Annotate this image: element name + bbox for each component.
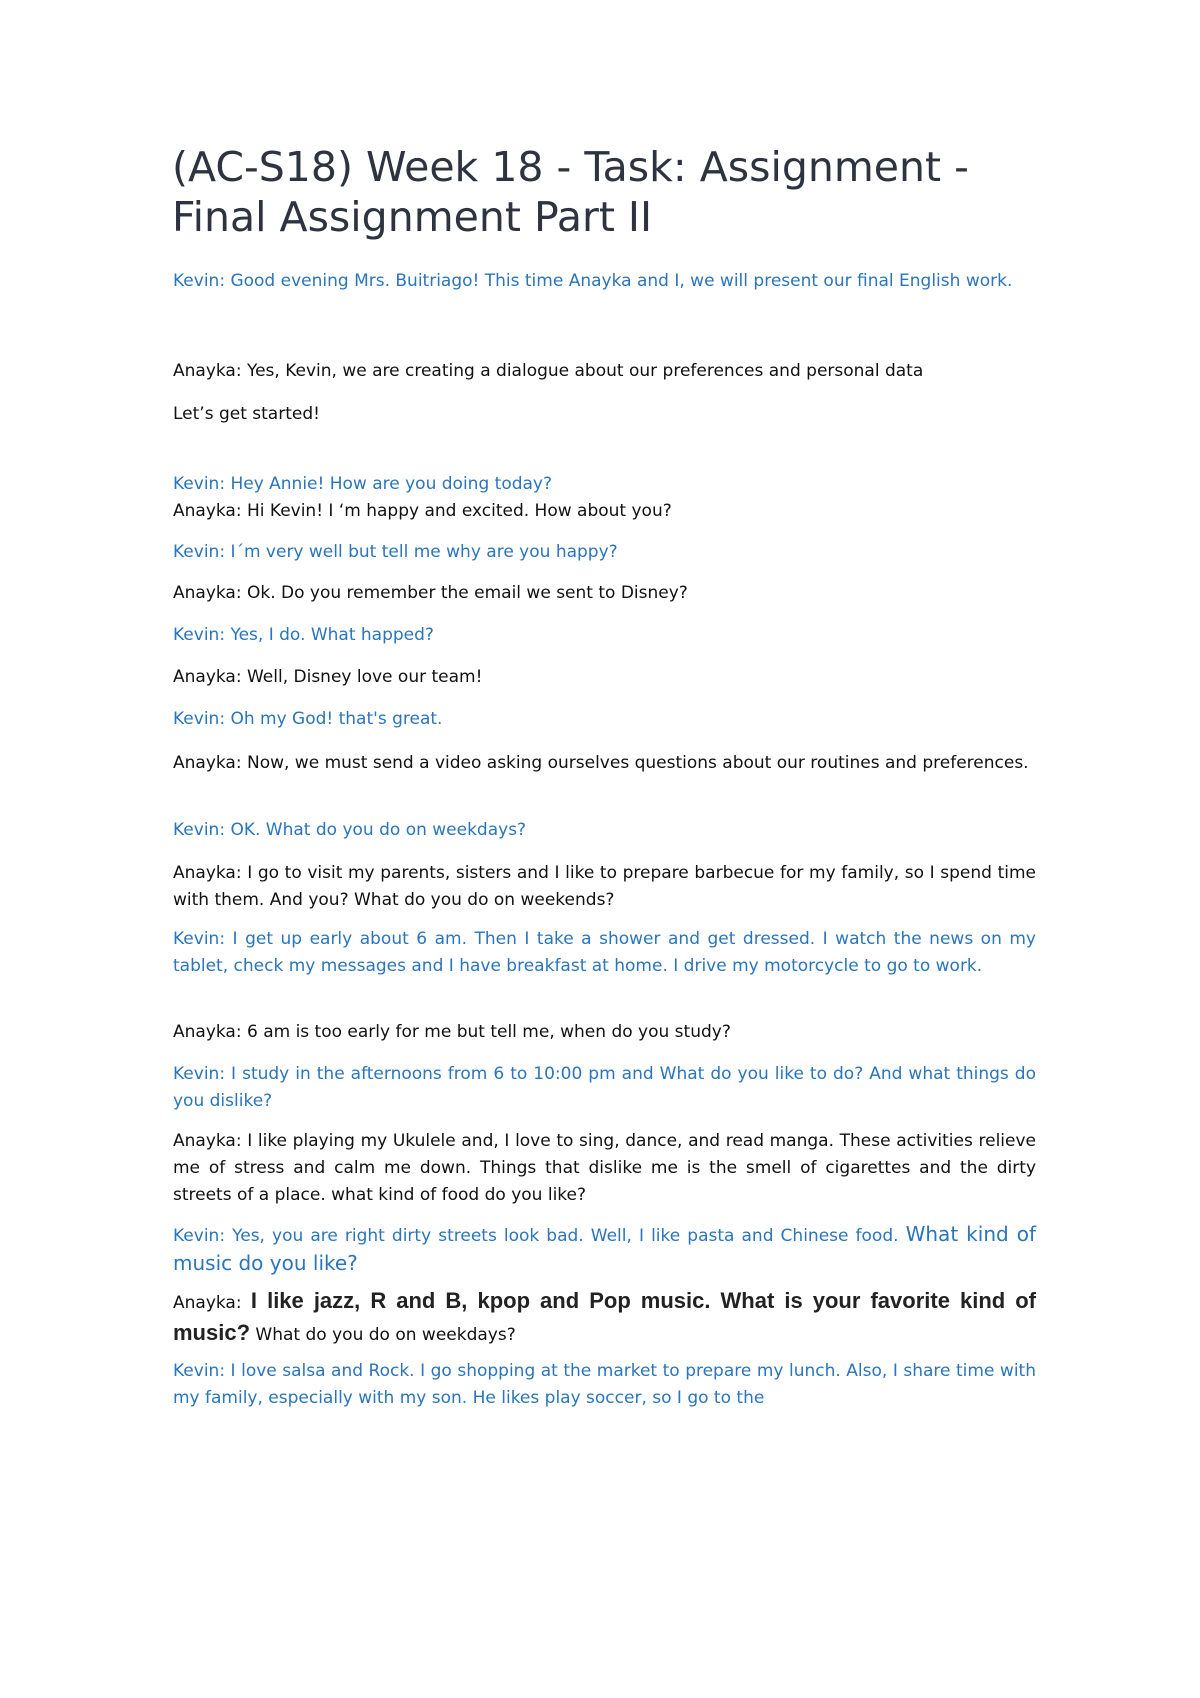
dialogue-line: Kevin: I get up early about 6 am. Then I take a shower and get dressed. I watch the news on my tablet, check my messages and I have breakfast at home. I drive my motorcycle to go to work. — [173, 929, 1036, 976]
dialogue-line: Anayka: I like playing my Ukulele and, I love to sing, dance, and read manga. These activities relieve me of stress and calm me down. Things that dislike me is the smell of cigarettes and the dirty streets of a place. what kind of food do you like? — [173, 1131, 1036, 1205]
dialogue-line: Kevin: I study in the afternoons from 6 to 10:00 pm and What do you like to do? And what things do you dislike? — [173, 1064, 1036, 1111]
dialogue-line: Anayka: Hi Kevin! I ‘m happy and excited. How about you? — [173, 501, 672, 521]
dialogue-line: Kevin: Oh my God! that's great. — [173, 709, 443, 729]
dialogue-line: Kevin: Yes, I do. What happed? — [173, 625, 434, 645]
dialogue-line: Anayka: Now, we must send a video asking ourselves questions about our routines and preferences. — [173, 753, 1029, 773]
dialogue-line: Anayka: Well, Disney love our team! — [173, 667, 483, 687]
dialogue-line: Kevin: I´m very well but tell me why are you happy? — [173, 542, 618, 562]
dialogue-question: What kind of music do you like? — [173, 1222, 1036, 1275]
dialogue-line: Kevin: Hey Annie! How are you doing today? — [173, 474, 553, 494]
dialogue-line: Let’s get started! — [173, 404, 320, 424]
dialogue-line — [173, 1221, 1036, 1279]
dialogue-text: Kevin: Yes, you are right dirty streets look bad. Well, I like pasta and Chinese food. — [173, 1226, 906, 1246]
dialogue-line: Kevin: I love salsa and Rock. I go shopping at the market to prepare my lunch. Also, I share time with my family, especially with my son. He likes play soccer, so I go to the — [173, 1361, 1036, 1408]
dialogue-line — [173, 1286, 1036, 1350]
document-title: (AC-S18) Week 18 - Task: Assignment - Final Assignment Part II — [172, 143, 969, 241]
dialogue-line: Kevin: OK. What do you do on weekdays? — [173, 820, 527, 840]
speaker-label: Anayka: — [173, 1293, 251, 1313]
dialogue-line: Anayka: I go to visit my parents, sisters and I like to prepare barbecue for my family, so I spend time with them. And you? What do you do on weekends? — [173, 863, 1036, 910]
dialogue-text: What do you do on weekdays? — [250, 1325, 516, 1345]
dialogue-line: Anayka: Yes, Kevin, we are creating a dialogue about our preferences and personal data — [173, 361, 924, 381]
dialogue-line: Anayka: Ok. Do you remember the email we sent to Disney? — [173, 583, 688, 603]
dialogue-emphasis: I like jazz, R and B, kpop and Pop music. What is your favorite kind of music? — [173, 1288, 1037, 1345]
dialogue-line: Anayka: 6 am is too early for me but tell me, when do you study? — [173, 1022, 731, 1042]
dialogue-line: Kevin: Good evening Mrs. Buitriago! This time Anayka and I, we will present our final English work. — [173, 271, 1013, 291]
